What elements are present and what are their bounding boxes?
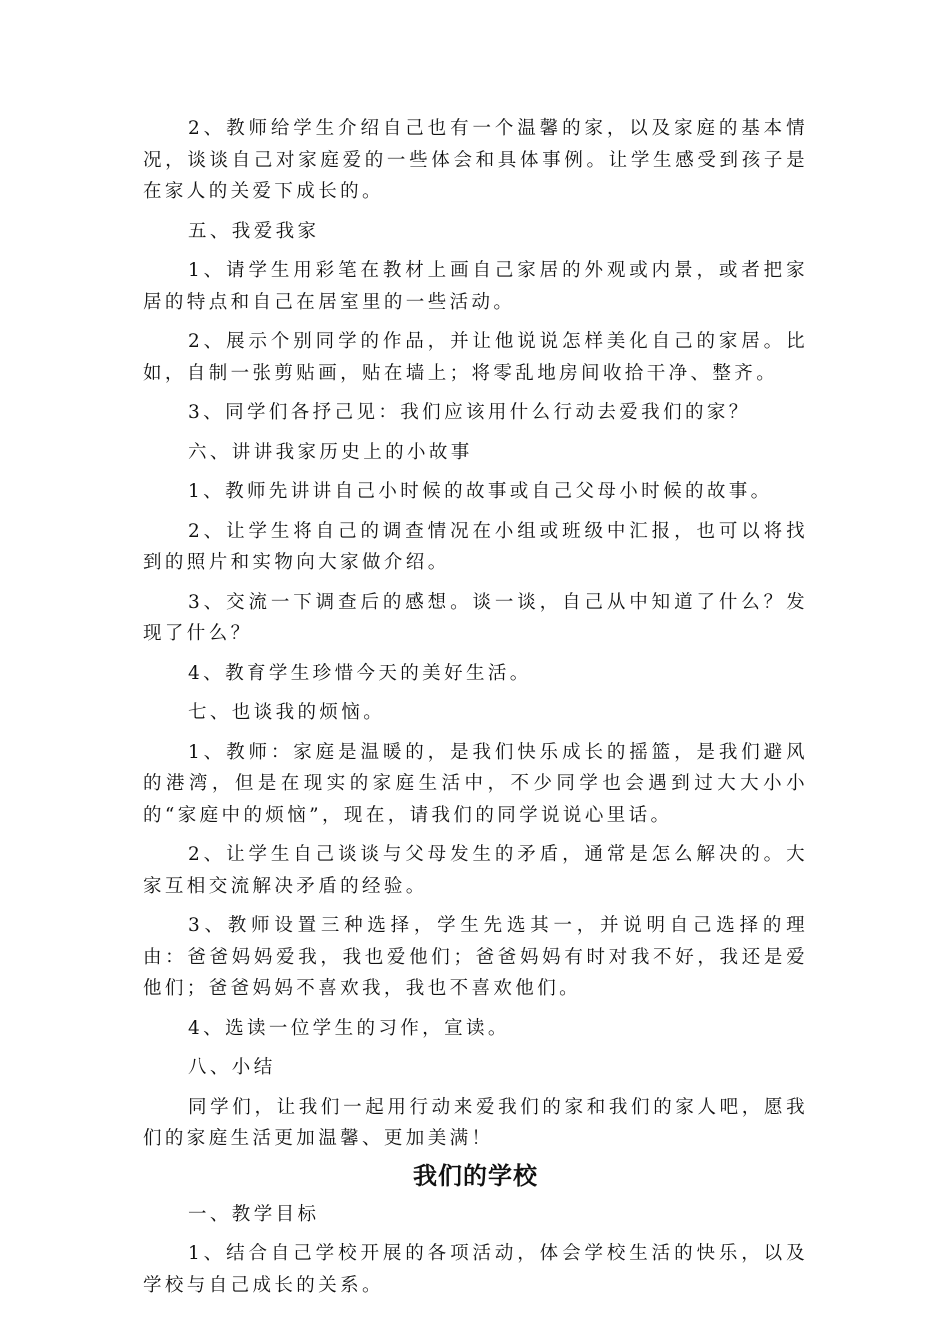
paragraph-6-1: 1、教师先讲讲自己小时候的故事或自己父母小时候的故事。 <box>188 481 773 502</box>
paragraph-6-2: 2、让学生将自己的调查情况在小组或班级中汇报，也可以将找到的照片和实物向大家做介绍。 <box>143 520 808 573</box>
paragraph-7-4: 4、选读一位学生的习作，宣读。 <box>188 1017 510 1039</box>
paragraph-5-3: 3、同学们各抒己见：我们应该用什么行动去爱我们的家？ <box>188 402 751 423</box>
section-heading-7: 七、也谈我的烦恼。 <box>188 702 386 723</box>
paragraph-7-1: 1、教师：家庭是温暖的，是我们快乐成长的摇篮，是我们避风的港湾，但是在现实的家庭生活中，不少同学也会遇到过大大小小的“家庭中的烦恼”，现在，请我们的同学说说心里话。 <box>143 741 808 826</box>
paragraph-5-1: 1、请学生用彩笔在教材上画自己家居的外观或内景，或者把家居的特点和自己在居室里的一些活动。 <box>143 260 808 313</box>
paragraph-6-4: 4、教育学生珍惜今天的美好生活。 <box>188 662 532 684</box>
paragraph-summary: 同学们，让我们一起用行动来爱我们的家和我们的家人吧，愿我们的家庭生活更加温馨、更加美满！ <box>143 1096 808 1149</box>
section-heading-6: 六、讲讲我家历史上的小故事 <box>188 441 473 463</box>
paragraph-7-3: 3、教师设置三种选择，学生先选其一，并说明自己选择的理由：爸爸妈妈爱我，我也爱他们；爸爸妈妈有时对我不好，我还是爱他们；爸爸妈妈不喜欢我，我也不喜欢他们。 <box>143 915 808 999</box>
lesson-title: 我们的学校 <box>413 1160 538 1190</box>
section-heading-5: 五、我爱我家 <box>188 220 320 242</box>
paragraph-6-3: 3、交流一下调查后的感想。谈一谈，自己从中知道了什么？发现了什么？ <box>143 591 808 644</box>
section-heading-8: 八、小结 <box>188 1057 276 1078</box>
paragraph-7-2: 2、让学生自己谈谈与父母发生的矛盾，通常是怎么解决的。大家互相交流解决矛盾的经验。 <box>143 844 808 897</box>
paragraph-5-2: 2、展示个别同学的作品，并让他说说怎样美化自己的家居。比如，自制一张剪贴画，贴在墙上；将零乱地房间收拾干净、整齐。 <box>143 331 808 384</box>
section-heading-goals: 一、教学目标 <box>188 1203 320 1225</box>
document-page <box>143 113 808 1309</box>
paragraph-goal-1: 1、结合自己学校开展的各项活动，体会学校生活的快乐，以及学校与自己成长的关系。 <box>143 1243 808 1296</box>
paragraph-teacher-family-intro: 2、教师给学生介绍自己也有一个温馨的家，以及家庭的基本情况，谈谈自己对家庭爱的一些体会和具体事例。让学生感受到孩子是在家人的关爱下成长的。 <box>143 118 808 202</box>
